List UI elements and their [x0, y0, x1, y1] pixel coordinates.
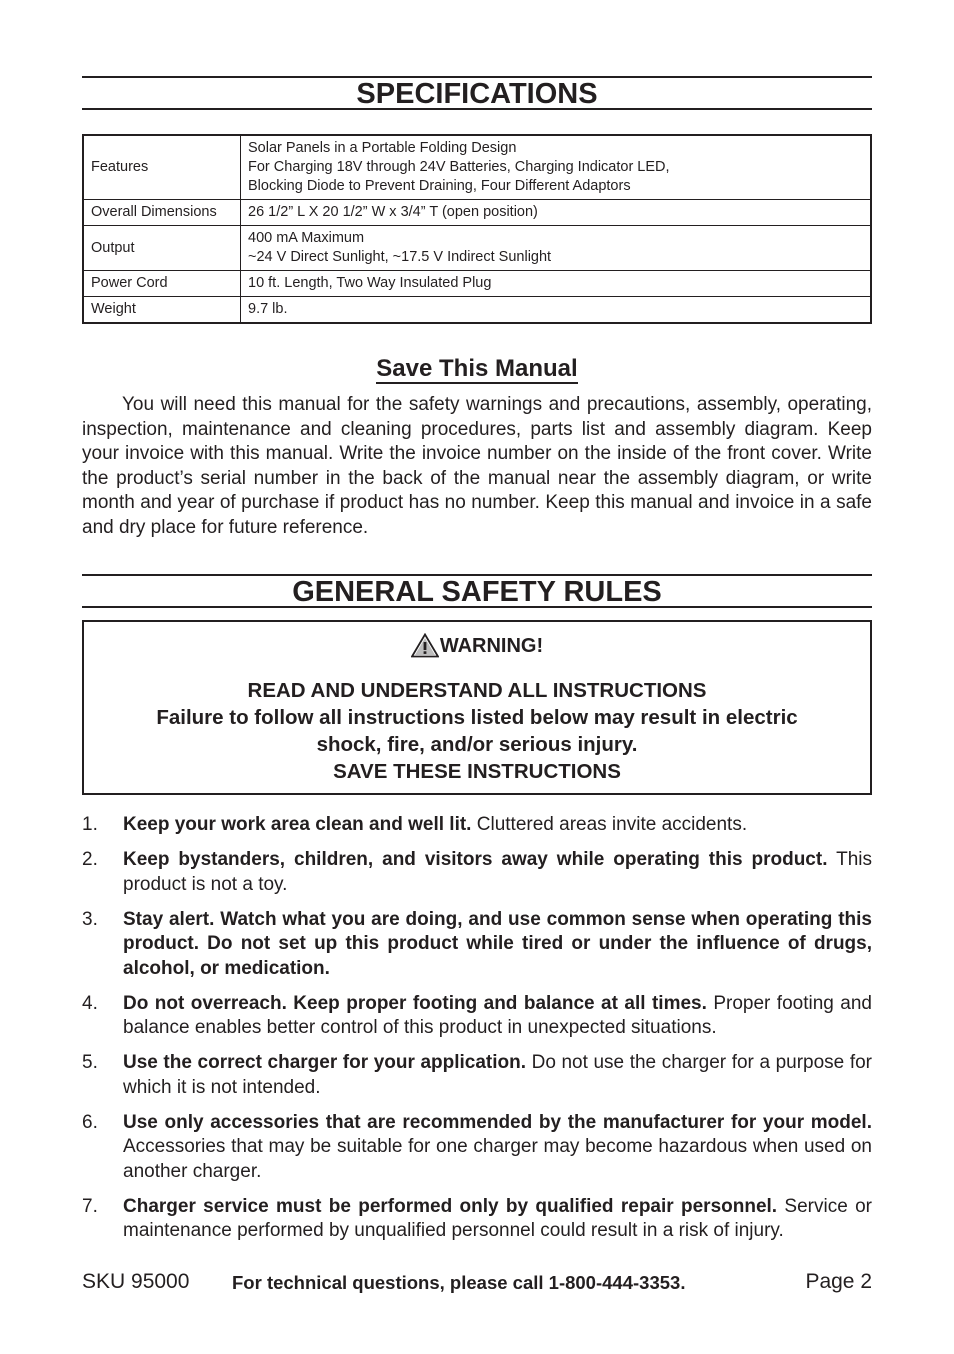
list-item	[82, 992, 872, 1041]
list-item	[82, 908, 872, 982]
spec-value-line: Solar Panels in a Portable Folding Design	[248, 140, 517, 156]
rule-bold-text: Use the correct charger for your application.	[123, 1052, 527, 1073]
rule-number: 7.	[82, 1195, 98, 1217]
table-row	[83, 226, 871, 271]
rule-number: 3.	[82, 908, 98, 930]
warning-line: SAVE THESE INSTRUCTIONS	[333, 760, 621, 783]
sku-number: SKU 95000	[82, 1270, 190, 1293]
list-item	[82, 1051, 872, 1100]
tech-support-line: For technical questions, please call 1-800-444-3353.	[232, 1272, 686, 1293]
spec-value-line: ~24 V Direct Sunlight, ~17.5 V Indirect Sunlight	[248, 249, 552, 265]
rule-number: 6.	[82, 1111, 98, 1133]
save-manual-title: Save This Manual	[376, 355, 578, 382]
warning-line: Failure to follow all instructions listed below may result in electric	[156, 706, 798, 729]
rule-number: 4.	[82, 992, 98, 1014]
list-item	[82, 848, 872, 897]
safety-rules-heading: GENERAL SAFETY RULES	[82, 574, 872, 608]
table-row	[83, 297, 871, 324]
rule-text: Cluttered areas invite accidents.	[476, 814, 748, 835]
spec-value	[241, 200, 872, 226]
page-footer	[82, 1270, 872, 1300]
rule-number: 5.	[82, 1052, 98, 1073]
table-row	[83, 200, 871, 226]
rule-text: Do not use the charger for a purpose for which it is not intended.	[123, 1052, 873, 1098]
spec-label: Weight	[83, 297, 241, 324]
rule-bold-text: Keep your work area clean and well lit.	[123, 814, 472, 835]
warning-triangle-icon	[411, 633, 439, 658]
spec-value-line: 10 ft. Length, Two Way Insulated Plug	[248, 275, 492, 291]
spec-label: Overall Dimensions	[83, 200, 241, 226]
rule-text: This product is not a toy.	[123, 849, 872, 895]
spec-value	[241, 226, 872, 271]
rule-bold-text: Use only accessories that are recommended by the manufacturer for your model.	[123, 1111, 872, 1133]
spec-value-line: 9.7 lb.	[248, 301, 288, 317]
rule-text: Proper footing and balance enables better control of this product in unexpected situations.	[123, 992, 872, 1038]
rule-text: Service or maintenance performed by unqualified personnel could result in a risk of injury.	[123, 1195, 872, 1241]
spec-value	[241, 135, 872, 200]
list-item	[82, 1195, 872, 1244]
page-number: Page 2	[805, 1270, 872, 1293]
save-manual-paragraph: You will need this manual for the safety warnings and precautions, assembly, operating, inspection, maintenance and cleaning procedures, parts list and assembly diagram. Keep your invoice with this manual. Write the invoice number on the inside of the front cover. Write the product’s serial number in the back of the manual near the assembly diagram, or write month and year of purchase if product has no number. Keep this manual and invoice in a safe and dry place for future reference.	[82, 394, 872, 538]
table-row	[83, 135, 871, 200]
rule-text: Accessories that may be suitable for one charger may become hazardous when used on another charger.	[123, 1136, 872, 1182]
spec-value-line: For Charging 18V through 24V Batteries, Charging Indicator LED,	[248, 159, 670, 175]
warning-line: shock, fire, and/or serious injury.	[316, 733, 638, 756]
list-item	[82, 1111, 872, 1185]
spec-label: Output	[83, 226, 241, 271]
specifications-table	[82, 134, 872, 324]
rule-bold-text: Stay alert. Watch what you are doing, and use common sense when operating this product. Do not set up this product while tired or under the influence of drugs, alcohol, or medication.	[123, 908, 872, 979]
specifications-heading: SPECIFICATIONS	[82, 76, 872, 110]
spec-value	[241, 297, 872, 324]
warning-label: WARNING!	[439, 635, 544, 657]
rule-bold-text: Charger service must be performed only by qualified repair personnel.	[123, 1195, 778, 1217]
warning-title	[84, 633, 870, 659]
warning-box	[82, 620, 872, 795]
spec-value	[241, 271, 872, 297]
rule-number: 1.	[82, 814, 98, 835]
table-row	[83, 271, 871, 297]
rule-bold-text: Keep bystanders, children, and visitors away while operating this product.	[123, 849, 828, 870]
spec-label: Features	[83, 135, 241, 200]
rule-number: 2.	[82, 849, 98, 870]
warning-line: READ AND UNDERSTAND ALL INSTRUCTIONS	[247, 679, 707, 702]
save-manual-heading	[82, 354, 872, 384]
warning-text	[84, 677, 870, 785]
spec-value-line: 400 mA Maximum	[248, 230, 365, 246]
spec-value-line: Blocking Diode to Prevent Draining, Four Different Adaptors	[248, 178, 631, 194]
spec-label: Power Cord	[83, 271, 241, 297]
rule-bold-text: Do not overreach. Keep proper footing and balance at all times.	[123, 992, 707, 1014]
safety-rules-list	[82, 813, 872, 1254]
list-item	[82, 813, 872, 838]
spec-value-line: 26 1/2” L X 20 1/2” W x 3/4” T (open position)	[248, 204, 538, 220]
